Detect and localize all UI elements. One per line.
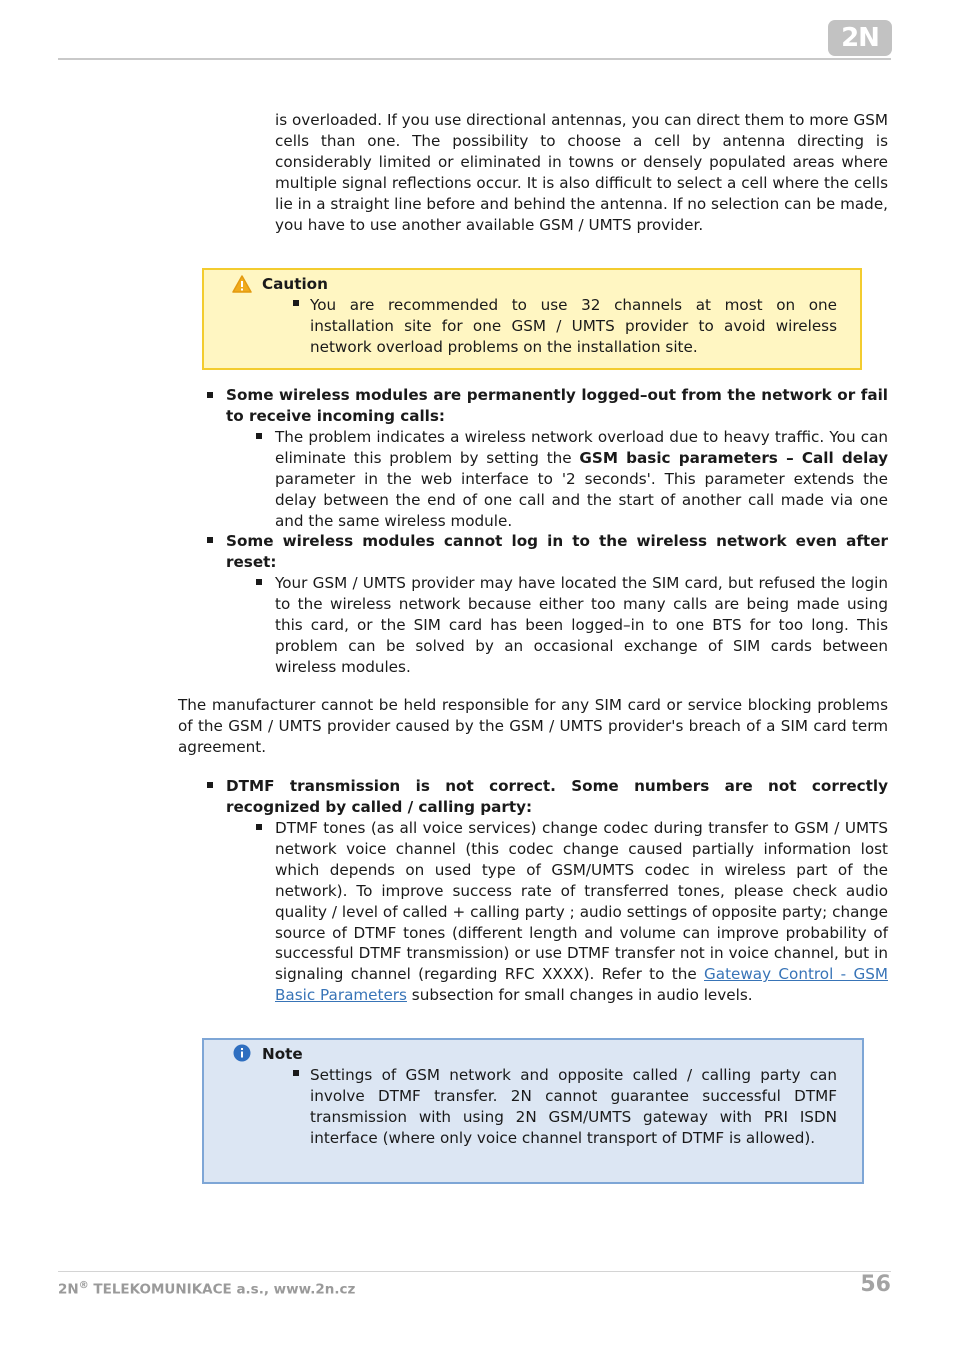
note-item: Settings of GSM network and opposite called / calling party can involve DTMF transfer. 2N cannot guarantee successful DTMF transmission with using 2N GSM/UMTS gateway with PRI ISDN interface (where only voice channel transport of DTMF is allowed). bbox=[310, 1066, 837, 1147]
issue1-heading: Some wireless modules are permanently logged–out from the network or fail to receive incoming calls: bbox=[226, 386, 888, 425]
caution-box bbox=[202, 268, 862, 370]
bullet-marker bbox=[293, 300, 299, 306]
bullet-marker bbox=[256, 433, 262, 439]
issue3-detail-text1: DTMF tones (as all voice services) change codec during transfer to GSM / UMTS network voice channel (this codec change caused partially information lost which depends on used type of GSM/UMTS codec in wireless part of the network). To improve success rate of transferred tones, please check audio quality / level of called + calling party ; audio settings of opposite party; change source of DTMF tones (different length and volume can improve probability of successful DTMF transmission) or use DTMF transfer not in voice channel, but in signaling channel (regarding RFC XXXX). Refer to the bbox=[275, 819, 888, 984]
issue3-detail bbox=[275, 818, 888, 1006]
bullet-marker bbox=[256, 579, 262, 585]
disclaimer-paragraph: The manufacturer cannot be held responsible for any SIM card or service blocking problems of the GSM / UMTS provider caused by the GSM / UMTS provider's breach of a SIM card term agreement. bbox=[178, 696, 888, 756]
issue1-detail-text2: parameter in the web interface to '2 seconds'. This parameter extends the delay between the end of one call and the start of another call made via one and the same wireless module. bbox=[275, 469, 888, 530]
gsm-basic-parameters-link[interactable]: Gateway Control - GSM Basic Parameters bbox=[275, 965, 888, 1005]
issue1-detail bbox=[275, 427, 888, 532]
caution-item: You are recommended to use 32 channels at most on one installation site for one GSM / UMTS provider to avoid wireless network overload problems on the installation site. bbox=[310, 296, 837, 356]
issue2-detail: Your GSM / UMTS provider may have located the SIM card, but refused the login to the wireless network because either too many calls are being made using this card, or the SIM card has been logged–in to one BTS for too long. This problem can be solved by an occasional exchange of SIM cards between wireless modules. bbox=[275, 574, 888, 676]
issue1-detail-bold: GSM basic parameters – Call delay bbox=[579, 448, 888, 467]
intro-paragraph: is overloaded. If you use directional antennas, you can direct them to more GSM cells than one. The possibility to choose a cell by antenna directing is considerably limited or eliminated in towns or densely populated areas where multiple signal reflections occur. It is also difficult to select a cell where the cells lie in a straight line before and behind the antenna. If no selection can be made, you have to use another available GSM / UMTS provider. bbox=[275, 111, 888, 234]
note-box bbox=[202, 1038, 864, 1184]
footer-company-rest: TELEKOMUNIKACE a.s., www.2n.cz bbox=[88, 1281, 356, 1298]
page-number: 56 bbox=[860, 1272, 891, 1297]
issue1-detail-text1: The problem indicates a wireless network overload due to heavy traffic. You can eliminate this problem by setting the bbox=[275, 428, 888, 467]
issue2-heading: Some wireless modules cannot log in to the wireless network even after reset: bbox=[226, 532, 888, 571]
footer-company bbox=[58, 1280, 355, 1298]
bullet-marker bbox=[256, 824, 262, 830]
info-icon bbox=[233, 1044, 251, 1062]
header-divider bbox=[58, 58, 891, 60]
bullet-marker bbox=[207, 392, 213, 398]
caution-title: Caution bbox=[262, 275, 328, 293]
note-title: Note bbox=[262, 1045, 303, 1063]
registered-mark: ® bbox=[78, 1280, 89, 1291]
bullet-marker bbox=[207, 782, 213, 788]
bullet-marker bbox=[207, 537, 213, 543]
issue3-heading: DTMF transmission is not correct. Some numbers are not correctly recognized by called / calling party: bbox=[226, 777, 888, 816]
bullet-marker bbox=[293, 1070, 299, 1076]
brand-logo bbox=[828, 20, 892, 56]
footer-divider bbox=[58, 1271, 891, 1272]
warning-icon bbox=[232, 275, 252, 293]
issue3-detail-text2: subsection for small changes in audio levels. bbox=[406, 986, 753, 1005]
footer-company-prefix: 2N bbox=[58, 1281, 79, 1298]
logo-text: 2N bbox=[841, 23, 879, 53]
